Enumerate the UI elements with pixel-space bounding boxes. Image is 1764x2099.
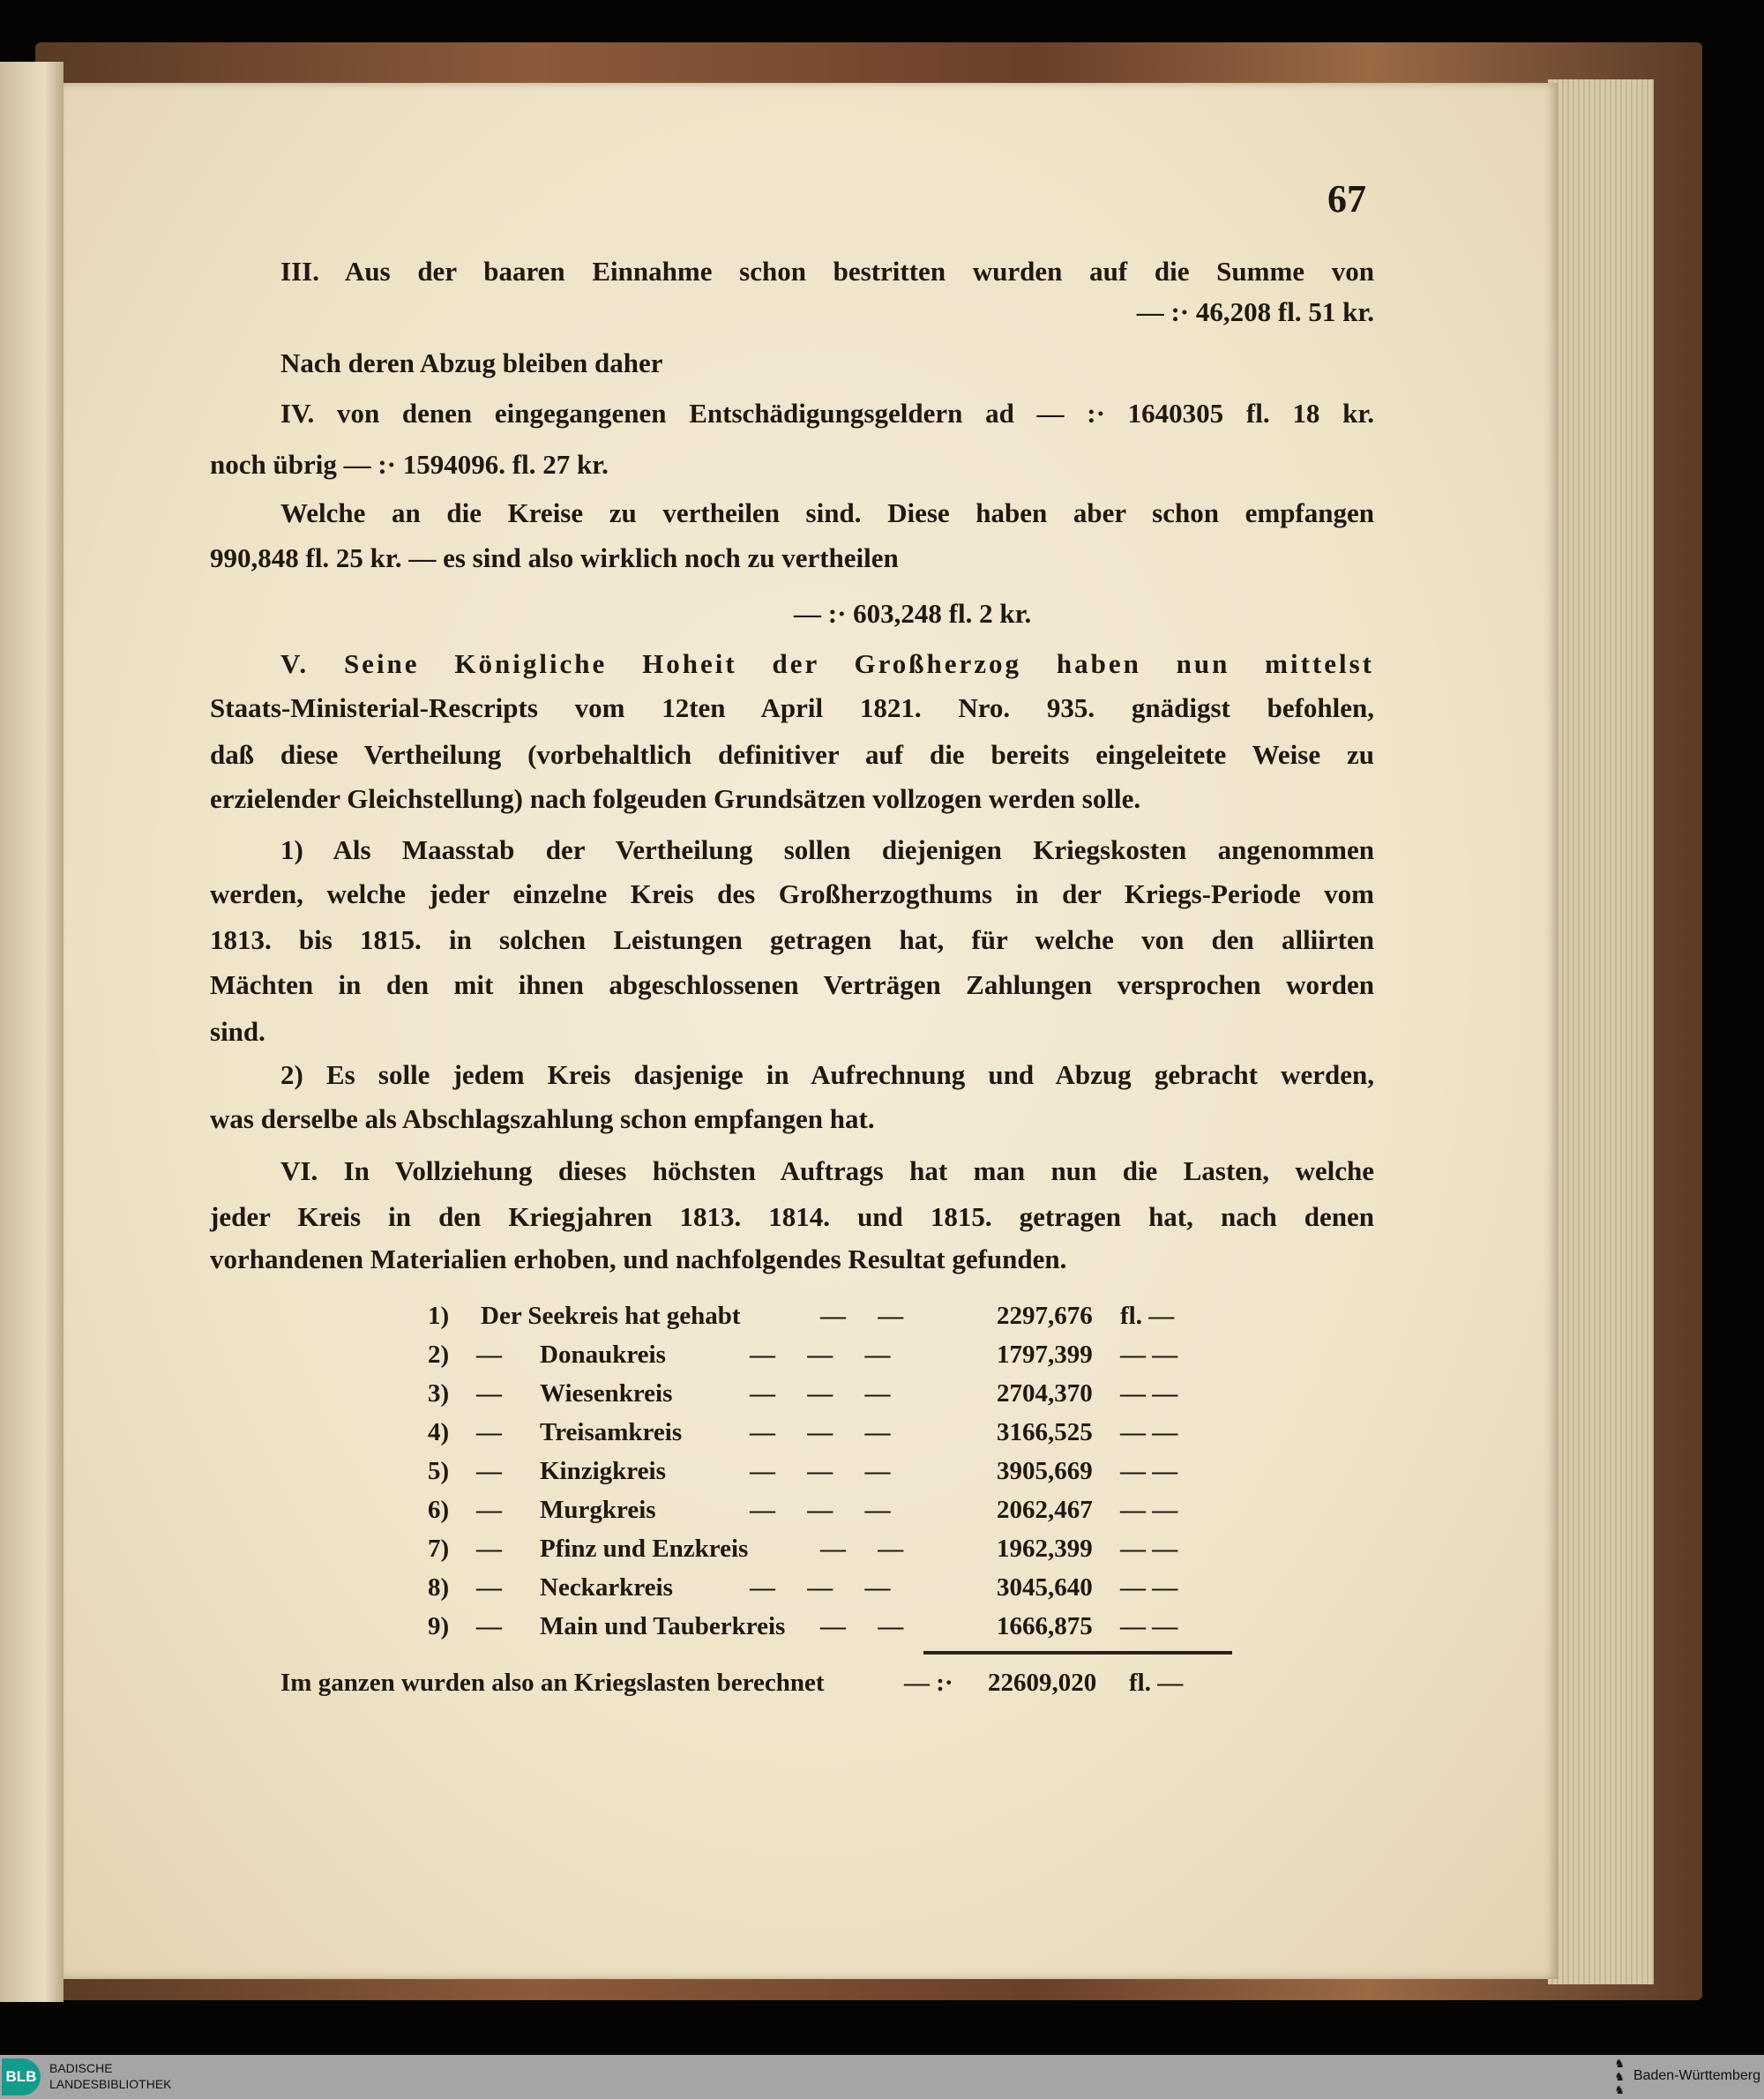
text-line: vorhandenen Materialien erhoben, und nachfolgendes Resultat gefunden. [210, 1244, 1067, 1274]
cell-dashes: — — — [750, 1379, 891, 1408]
left-page-edge [0, 62, 64, 2002]
cell-lead: — [476, 1496, 502, 1524]
total-value: 22609,020 [988, 1669, 1097, 1697]
text-line: 990,848 fl. 25 kr. — es sind also wirklich noch zu vertheilen [210, 542, 899, 573]
cell-lead: — [476, 1457, 502, 1485]
cell-dashes: — — — [750, 1457, 891, 1485]
cell-value: 2297,676 [997, 1302, 1093, 1330]
cell-value: 1666,875 [997, 1612, 1093, 1640]
cell-lead: — [476, 1379, 502, 1408]
cell-lead: — [476, 1341, 502, 1369]
cell-num: 5) [428, 1457, 450, 1485]
table-row [0, 1492, 1764, 1528]
text-line: erzielender Gleichstellung) nach folgeuden Grundsätzen vollzogen werden solle. [210, 783, 1141, 814]
cell-suffix: fl. — [1120, 1302, 1175, 1330]
cell-value: 3166,525 [997, 1418, 1093, 1446]
text-line: — :· 46,208 fl. 51 kr. [1136, 296, 1374, 327]
cell-dashes: — — [820, 1612, 904, 1640]
cell-num: 4) [428, 1418, 450, 1446]
cell-lead: — [476, 1612, 502, 1640]
text-line: noch übrig — :· 1594096. fl. 27 kr. [210, 449, 609, 480]
total-row [0, 1665, 1764, 1700]
cell-num: 2) [428, 1341, 450, 1369]
text-line: III. Aus der baaren Einnahme schon bestritten wurden auf die Summe von [280, 256, 1374, 287]
cell-dashes: — — — [750, 1573, 891, 1602]
table-row [0, 1298, 1764, 1333]
cell-name: Neckarkreis [540, 1573, 673, 1602]
cell-name: Pfinz und Enzkreis [540, 1535, 749, 1563]
text-line: IV. von denen eingegangenen Entschädigungsgeldern ad — :· 1640305 fl. 18 kr. [280, 398, 1374, 429]
sum-rule [923, 1651, 1232, 1655]
cell-num: 1) [428, 1302, 450, 1330]
cell-dashes: — — — [750, 1341, 891, 1369]
text-line: — :· 603,248 fl. 2 kr. [794, 598, 1032, 629]
cell-lead: — [476, 1535, 502, 1563]
table-row [0, 1337, 1764, 1372]
total-dashes: — :· [904, 1669, 953, 1697]
cell-suffix: — — [1120, 1496, 1178, 1524]
cell-name: Der Seekreis hat gehabt [481, 1302, 741, 1330]
cell-name: Main und Tauberkreis [540, 1612, 786, 1640]
state-logo-text[interactable]: Baden-Württemberg [1633, 2068, 1760, 2083]
total-label: Im ganzen wurden also an Kriegslasten berechnet [280, 1669, 825, 1697]
cell-value: 2704,370 [997, 1379, 1093, 1408]
table-row [0, 1570, 1764, 1605]
cell-name: Murgkreis [540, 1496, 656, 1524]
cell-dashes: — — — [750, 1496, 891, 1524]
cell-value: 2062,467 [997, 1496, 1093, 1524]
cell-dashes: — — [820, 1535, 904, 1563]
table-row [0, 1531, 1764, 1566]
table-row [0, 1453, 1764, 1489]
cell-suffix: — — [1120, 1341, 1178, 1369]
cell-lead: — [476, 1573, 502, 1602]
library-name[interactable] [49, 2060, 172, 2092]
table-row [0, 1415, 1764, 1450]
text-line: was derselbe als Abschlagszahlung schon empfangen hat. [210, 1103, 875, 1134]
cell-value: 3045,640 [997, 1573, 1093, 1602]
cell-value: 3905,669 [997, 1457, 1093, 1485]
cell-dashes: — — [820, 1302, 904, 1330]
cell-suffix: — — [1120, 1535, 1178, 1563]
cell-name: Donaukreis [540, 1341, 666, 1369]
page-number: 67 [1327, 177, 1366, 220]
table-row [0, 1376, 1764, 1411]
cell-suffix: — — [1120, 1612, 1178, 1640]
library-name-line2: LANDESBIBLIOTHEK [49, 2077, 172, 2091]
text-line: 1) Als Maasstab der Vertheilung sollen diejenigen Kriegskosten angenommen [280, 834, 1374, 865]
text-line: V. Seine Königliche Hoheit der Großherzog haben nun mittelst [280, 648, 1374, 679]
text-line: Mächten in den mit ihnen abgeschlossenen Verträgen Zahlungen versprochen worden [210, 969, 1374, 1000]
total-suffix: fl. — [1129, 1669, 1184, 1697]
text-line: Staats-Ministerial-Rescripts vom 12ten April 1821. Nro. 935. gnädigst befohlen, [210, 692, 1374, 723]
text-line: daß diese Vertheilung (vorbehaltlich definitiver auf die bereits eingeleitete Weise zu [210, 739, 1374, 770]
cell-dashes: — — — [750, 1418, 891, 1446]
cell-value: 1797,399 [997, 1341, 1093, 1369]
text-line: sind. [210, 1016, 265, 1047]
cell-name: Wiesenkreis [540, 1379, 673, 1408]
footer-bar [0, 2055, 1764, 2099]
cell-num: 7) [428, 1535, 450, 1563]
text-line: Welche an die Kreise zu vertheilen sind. Diese haben aber schon empfangen [280, 497, 1374, 528]
text-line: 2) Es solle jedem Kreis dasjenige in Aufrechnung und Abzug gebracht werden, [280, 1059, 1374, 1090]
lions-crest-icon: ♞ ♞ ♞ [1614, 2057, 1625, 2096]
text-line: Nach deren Abzug bleiben daher [280, 347, 663, 378]
cell-value: 1962,399 [997, 1535, 1093, 1563]
blb-logo[interactable]: BLB [2, 2058, 41, 2095]
cell-num: 9) [428, 1612, 450, 1640]
cell-suffix: — — [1120, 1457, 1178, 1485]
cell-num: 8) [428, 1573, 450, 1602]
cell-name: Kinzigkreis [540, 1457, 666, 1485]
table-row [0, 1609, 1764, 1644]
text-line: VI. In Vollziehung dieses höchsten Auftrags hat man nun die Lasten, welche [280, 1155, 1374, 1186]
cell-num: 3) [428, 1379, 450, 1408]
cell-num: 6) [428, 1496, 450, 1524]
cell-suffix: — — [1120, 1379, 1178, 1408]
text-line: werden, welche jeder einzelne Kreis des Großherzogthums in der Kriegs-Periode vom [210, 878, 1374, 909]
library-name-line1: BADISCHE [49, 2061, 113, 2075]
cell-name: Treisamkreis [540, 1418, 683, 1446]
cell-suffix: — — [1120, 1573, 1178, 1602]
cell-suffix: — — [1120, 1418, 1178, 1446]
text-line: 1813. bis 1815. in solchen Leistungen getragen hat, für welche von den alliirten [210, 924, 1374, 955]
cell-lead: — [476, 1418, 502, 1446]
text-line: jeder Kreis in den Kriegjahren 1813. 1814. und 1815. getragen hat, nach denen [210, 1201, 1374, 1232]
